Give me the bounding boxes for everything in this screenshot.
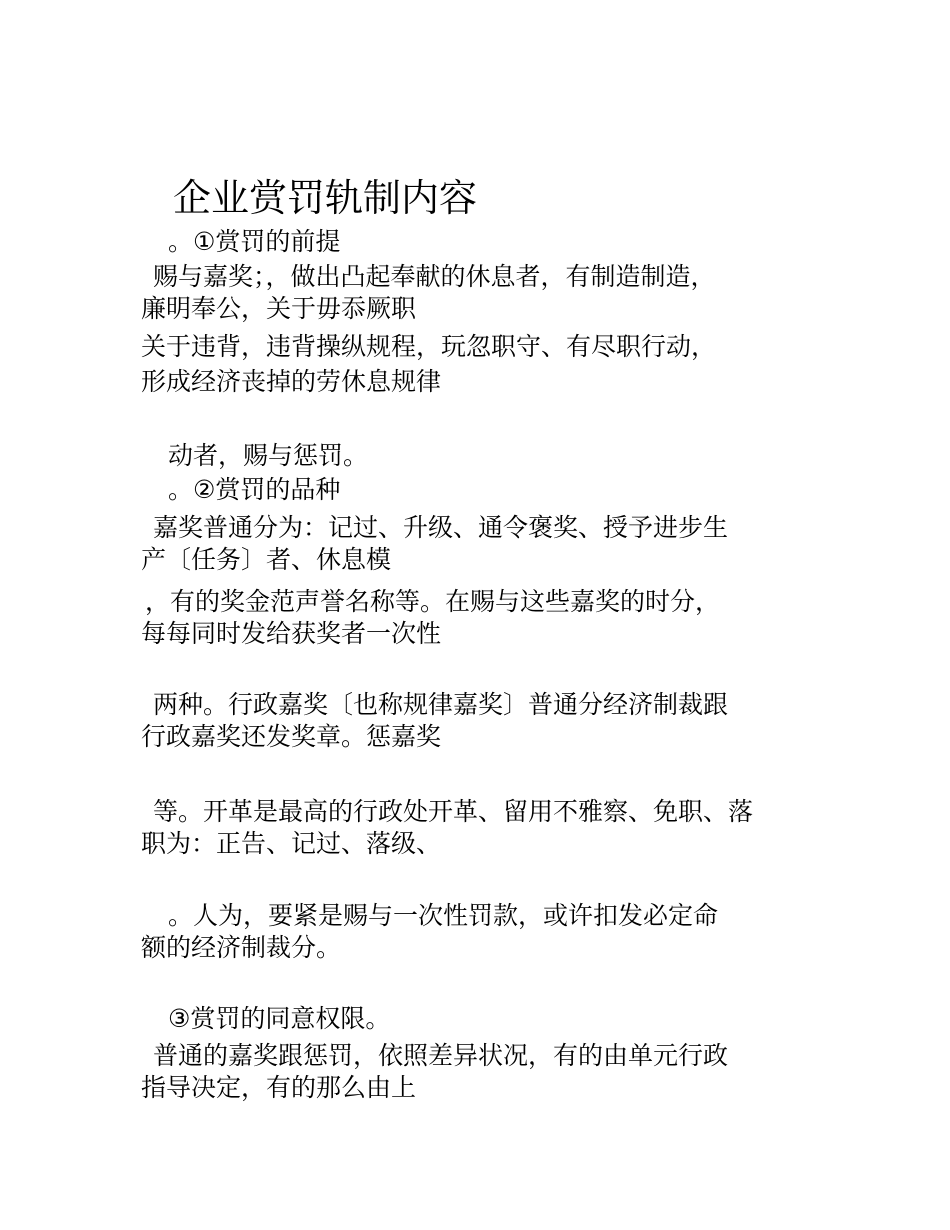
document-title: 企业赏罚轨制内容 — [173, 176, 478, 220]
paragraph-line: 廉明奉公，关于毋忝厥职 — [141, 294, 417, 323]
paragraph-line: ③赏罚的同意权限。 — [168, 1004, 391, 1033]
paragraph-line: 等。开革是最高的行政处开革、留用不雅察、免职、落 — [153, 797, 754, 826]
paragraph-line: 形成经济丧掉的劳休息规律 — [141, 367, 442, 396]
paragraph-line: 。①赏罚的前提 — [168, 227, 341, 256]
paragraph-line: ，有的奖金范声誉名称等。在赐与这些嘉奖的时分， — [145, 587, 721, 616]
paragraph-line: 赐与嘉奖；，做出凸起奉献的休息者，有制造制造， — [153, 262, 716, 291]
paragraph-line: 普通的嘉奖跟惩罚，依照差异状况，有的由单元行政 — [153, 1041, 729, 1070]
paragraph-line: 产〔任务〕者、休息模 — [141, 545, 392, 574]
paragraph-line: 。人为，要紧是赐与一次性罚款，或许扣发必定命 — [168, 901, 719, 930]
paragraph-line: 额的经济制裁分。 — [141, 933, 342, 962]
paragraph-line: 关于违背，违背操纵规程，玩忽职守、有尽职行动， — [141, 332, 717, 361]
paragraph-line: 职为：正告、记过、落级、 — [141, 829, 442, 858]
paragraph-line: 行政嘉奖还发奖章。惩嘉奖 — [141, 722, 442, 751]
paragraph-line: 。②赏罚的品种 — [168, 475, 341, 504]
paragraph-line: 嘉奖普通分为：记过、升级、通令褒奖、授予进步生 — [153, 513, 729, 542]
paragraph-line: 动者，赐与惩罚。 — [168, 441, 369, 470]
paragraph-line: 每每同时发给获奖者一次性 — [141, 619, 442, 648]
paragraph-line: 两种。行政嘉奖〔也称规律嘉奖〕普通分经济制裁跟 — [153, 690, 729, 719]
paragraph-line: 指导决定，有的那么由上 — [141, 1073, 417, 1102]
